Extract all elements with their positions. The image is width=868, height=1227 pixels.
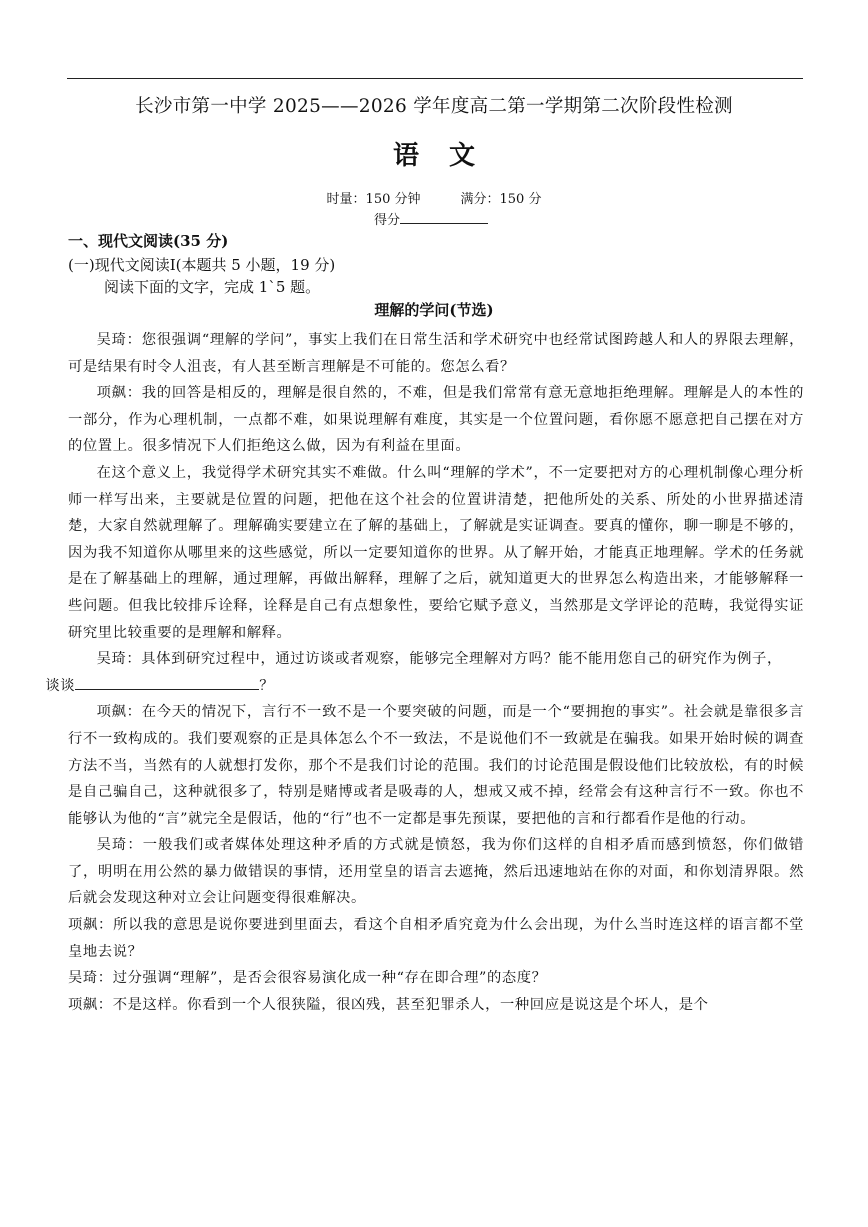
score-line	[374, 209, 488, 228]
question-mark: ？	[259, 677, 275, 694]
paragraph: 项飙：我的回答是相反的，理解是很自然的，不难，但是我们常常有意无意地拒绝理解。理解是人的本性的一部分，作为心理机制，一点都不难，如果说理解有难度，其实是一个位置问题，看你愿不愿意把自己摆在对方的位置上。很多情况下人们拒绝这么做，因为有利益在里面。	[68, 385, 804, 455]
header-rule	[67, 78, 803, 79]
full-score: 满分：150 分	[460, 192, 542, 207]
article-body	[45, 327, 804, 1018]
section-subtitle: (一)现代文阅读Ⅰ(本题共 5 小题，19 分)	[68, 256, 336, 274]
paragraph: 项飙：不是这样。你看到一个人很狭隘，很凶残，甚至犯罪杀人，一种回应是说这是个坏人，是个	[68, 996, 709, 1013]
paragraph-with-blank	[45, 646, 804, 699]
section-instruction: 阅读下面的文字，完成 1`5 题。	[104, 278, 321, 296]
article-title: 理解的学问(节选)	[374, 301, 494, 319]
paragraph: 项飙：在今天的情况下，言行不一致不是一个要突破的问题，而是一个“要拥抱的事实”。社会就是靠很多言行不一致构成的。我们要观察的正是具体怎么个不一致法，不是说他们不一致就是在骗我。如果开始时候的调查方法不当，当然有的人就想打发你，那个不是我们讨论的范围。我们的讨论范围是假设他们比较放松，有的时候是自己骗自己，这种就很多了，特别是赌博或者是吸毒的人，想戒又戒不掉，经常会有这种言行不一致。你也不能够认为他的“言”就完全是假话，他的“行”也不一定都是事先预谋，要把他的言和行都看作是他的行动。	[68, 704, 804, 827]
paragraph: 吴琦：一般我们或者媒体处理这种矛盾的方式就是愤怒，我为你们这样的自相矛盾而感到愤怒，你们做错了，明明在用公然的暴力做错误的事情，还用堂皇的语言去遮掩，然后迅速地站在你的对面，和你划清界限。然后就会发现这种对立会让问题变得很难解决。	[68, 837, 804, 907]
section-title: 一、现代文阅读(35 分)	[68, 232, 229, 250]
exam-meta	[0, 188, 868, 207]
question-text: 吴琦：具体到研究过程中，通过访谈或者观察，能够完全理解对方吗？能不能用您自己的研究作为例子，	[96, 651, 782, 668]
answer-blank[interactable]	[75, 675, 259, 690]
paragraph: 吴琦：您很强调“理解的学问”，事实上我们在日常生活和学术研究中也经常试图跨越人和人的界限去理解，可是结果有时令人沮丧，有人甚至断言理解是不可能的。您怎么看？	[68, 332, 804, 375]
subject-title: 语文	[392, 141, 505, 171]
question-lead: 谈谈	[45, 677, 76, 694]
time-limit: 时量：150 分钟	[326, 192, 421, 207]
score-label: 得分	[374, 213, 401, 228]
paragraph: 项飙：所以我的意思是说你要进到里面去，看这个自相矛盾究竟为什么会出现，为什么当时连这样的语言都不堂皇地去说？	[68, 917, 804, 960]
paragraph: 吴琦：过分强调“理解”，是否会很容易演化成一种“存在即合理”的态度？	[68, 970, 547, 987]
exam-title: 长沙市第一中学 2025——2026 学年度高二第一学期第二次阶段性检测	[135, 96, 733, 117]
paragraph: 在这个意义上，我觉得学术研究其实不难做。什么叫“理解的学术”，不一定要把对方的心理机制像心理分析师一样写出来，主要就是位置的问题，把他在这个社会的位置讲清楚，把他所处的关系、所处的小世界描述清楚，大家自然就理解了。理解确实要建立在了解的基础上，了解就是实证调查。要真的懂你，聊一聊是不够的，因为我不知道你从哪里来的这些感觉，所以一定要知道你的世界。从了解开始，才能真正地理解。学术的任务就是在了解基础上的理解，通过理解，再做出解释，理解了之后，就知道更大的世界怎么构造出来，才能够解释一些问题。但我比较排斥诠释，诠释是自己有点想象性，要给它赋予意义，当然那是文学评论的范畴，我觉得实证研究里比较重要的是理解和解释。	[68, 464, 804, 641]
score-blank[interactable]	[400, 211, 488, 224]
